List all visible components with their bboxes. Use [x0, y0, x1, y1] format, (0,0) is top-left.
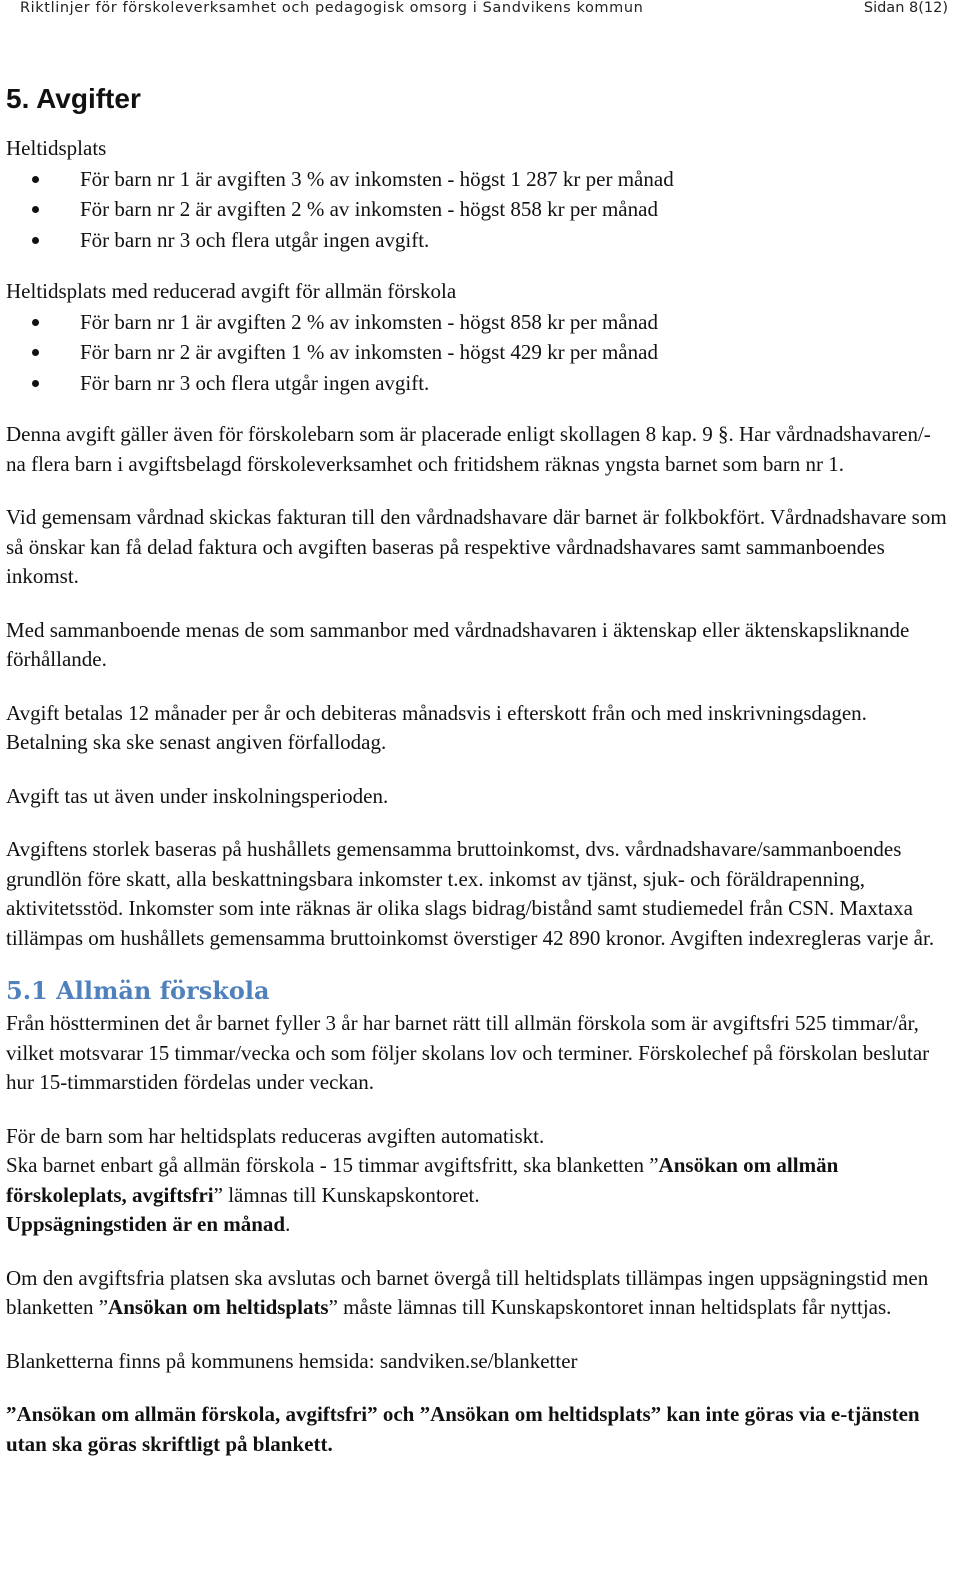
list-item: För barn nr 3 och flera utgår ingen avgift.: [6, 225, 950, 256]
form-instruction-text: ” måste lämnas till Kunskapskontoret innan heltidsplats får nyttjas.: [328, 1295, 892, 1319]
list-item: För barn nr 3 och flera utgår ingen avgift.: [6, 368, 950, 399]
paragraph-bold: [6, 1400, 950, 1459]
paragraph: Denna avgift gäller även för förskolebarn som är placerade enligt skollagen 8 kap. 9 §. Har vårdnadshavaren/-na flera barn i avgiftsbelagd förskoleverksamhet och fritidshem räknas yngsta barnet som barn nr 1.: [6, 422, 931, 476]
forms-note: ”Ansökan om allmän förskola, avgiftsfri” och ”Ansökan om heltidsplats” kan inte göras via e-tjänsten utan ska göras skriftligt på blankett.: [6, 1402, 920, 1456]
list-item: För barn nr 2 är avgiften 1 % av inkomsten - högst 429 kr per månad: [6, 337, 950, 368]
paragraph: Avgift betalas 12 månader per år och debiteras månadsvis i efterskott från och med inskrivningsdagen. Betalning ska ske senast angiven förfallodag.: [6, 700, 867, 754]
list-item: För barn nr 1 är avgiften 3 % av inkomsten - högst 1 287 kr per månad: [6, 164, 950, 195]
paragraph: [6, 1264, 950, 1323]
form-name: Ansökan om heltidsplats: [108, 1295, 329, 1319]
paragraph: Avgiftens storlek baseras på hushållets gemensamma bruttoinkomst, dvs. vårdnadshavare/sammanboendes grundlön före skatt, alla beskattningsbara inkomster t.ex. inkomst av tjänst, sjuk- och föräldrapenning, aktivitetsstöd. Inkomster som inte räknas är olika slags bidrag/bistånd samt studiemedel från CSN. Maxtaxa tillämpas om hushållets gemensamma bruttoinkomst överstiger 42 890 kronor. Avgiften indexregleras varje år.: [6, 837, 935, 950]
form-instruction-text: Om den avgiftsfria platsen ska avslutas och barnet övergå till heltidsplats tillämpas ingen uppsägningstid men blanketten ”: [6, 1265, 929, 1319]
paragraph: Avgift tas ut även under inskolningsperioden.: [6, 783, 389, 808]
forms-location-text: Blanketterna finns på kommunens hemsida: sandviken.se/blanketter: [6, 1348, 578, 1373]
document-body: [6, 82, 950, 1459]
subsection-heading: 5.1 Allmän förskola: [6, 976, 270, 1005]
reduced-fee-list: [6, 307, 950, 399]
form-instruction-text: ” lämnas till Kunskapskontoret.: [213, 1182, 480, 1207]
paragraph: Med sammanboende menas de som sammanbor med vårdnadshavaren i äktenskap eller äktenskapsliknande förhållande.: [6, 617, 910, 671]
list-item: För barn nr 2 är avgiften 2 % av inkomsten - högst 858 kr per månad: [6, 194, 950, 225]
paragraph: [6, 1122, 950, 1240]
reduced-fee-label: Heltidsplats med reducerad avgift för allmän förskola: [6, 279, 457, 303]
reduced-fee-text: För de barn som har heltidsplats reduceras avgiften automatiskt.: [6, 1123, 545, 1148]
paragraph: Vid gemensam vårdnad skickas fakturan till den vårdnadshavare där barnet är folkbokfört. Vårdnadshavare som så önskar kan få delad faktura och avgiften baseras på respektive vårdnadshavares samt sammanboendes inkomst.: [6, 505, 947, 588]
page-header: [0, 0, 960, 28]
paragraph: Från höstterminen det år barnet fyller 3 år har barnet rätt till allmän förskola som är avgiftsfri 525 timmar/år, vilket motsvarar 15 timmar/vecka och som följer skolans lov och terminer. Förskolechef på förskolan beslutar hur 15-timmarstiden fördelas under veckan.: [6, 1011, 930, 1094]
form-name: Ansökan om allmän förskoleplats, avgiftsfri: [6, 1153, 839, 1207]
notice-period-text: Uppsägningstiden är en månad: [6, 1212, 286, 1236]
section-heading: 5. Avgifter: [6, 83, 141, 114]
notice-period-end: .: [285, 1212, 291, 1236]
fulltime-fee-list: [6, 164, 950, 256]
fulltime-label: Heltidsplats: [6, 136, 107, 160]
form-instruction-text: Ska barnet enbart gå allmän förskola - 15 timmar avgiftsfritt, ska blanketten ”: [6, 1153, 659, 1177]
list-item: För barn nr 1 är avgiften 2 % av inkomsten - högst 858 kr per månad: [6, 307, 950, 338]
page-number: Sidan 8(12): [863, 0, 948, 16]
document-title: Riktlinjer för förskoleverksamhet och pedagogisk omsorg i Sandvikens kommun: [20, 0, 644, 16]
